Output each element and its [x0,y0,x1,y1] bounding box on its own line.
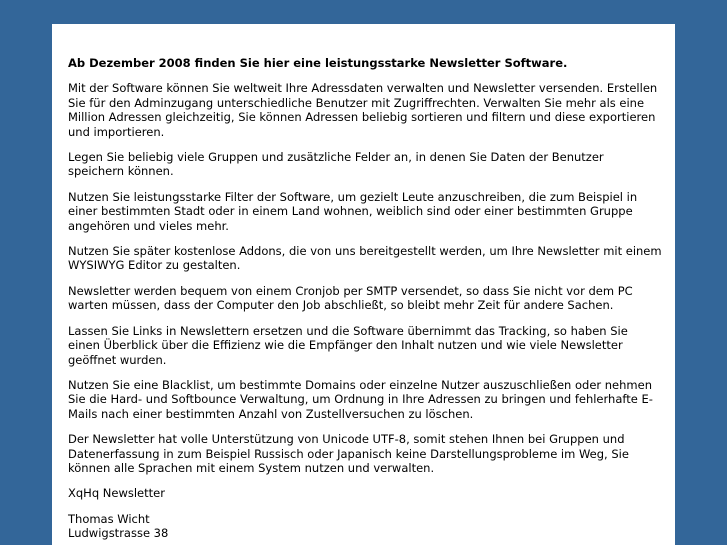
page-headline: Ab Dezember 2008 finden Sie hier eine leistungsstarke Newsletter Software. [68,56,568,70]
paragraph-addons: Nutzen Sie später kostenlose Addons, die von uns bereitgestellt werden, um Ihre Newsletter mit einem WYSIWYG Editor zu gestalten. [68,244,662,273]
paragraph-groups: Legen Sie beliebig viele Gruppen und zusätzliche Felder an, in denen Sie Daten der Benutzer speichern können. [68,150,604,179]
paragraph-cronjob: Newsletter werden bequem von einem Cronjob per SMTP versendet, so dass Sie nicht vor dem PC warten müssen, dass der Computer den Job abschließt, so bleibt mehr Zeit für andere Sachen. [68,283,633,313]
article [68,56,662,541]
signature-name: Thomas Wicht [68,511,150,526]
paragraph-blacklist: Nutzen Sie eine Blacklist, um bestimmte Domains oder einzelne Nutzer auszuschließen oder nehmen Sie die Hard- und Softbounce Verwaltung, um Ordnung in Ihre Adressen zu bringen und fehlerhafte E-Mails nach einer bestimmten Anzahl von Zustellversuchen zu löschen. [68,377,653,421]
product-name: XqHq Newsletter [68,486,165,501]
paragraph-unicode: Der Newsletter hat volle Unterstützung von Unicode UTF-8, somit stehen Ihnen bei Gruppen und Datenerfassung in zum Beispiel Russisch oder Japanisch keine Darstellungsprobleme im Weg, Sie können alle Sprachen mit einem System nutzen und verwalten. [68,432,629,475]
content-panel [52,24,675,545]
paragraph-tracking: Lassen Sie Links in Newslettern ersetzen und die Software übernimmt das Tracking, so haben Sie einen Überblick über die Effizienz wie die Empfänger den Inhalt nutzen und wie viele Newsletter geöffnet wurden. [68,323,628,367]
paragraph-filters: Nutzen Sie leistungsstarke Filter der Software, um gezielt Leute anzuschreiben, die zum Beispiel in einer bestimmten Stadt oder in einem Land wohnen, weiblich sind oder einer bestimmten Gruppe angehören und vieles mehr. [68,189,638,233]
paragraph-intro: Mit der Software können Sie weltweit Ihre Adressdaten verwalten und Newsletter versenden. Erstellen Sie für den Adminzugang unterschiedliche Benutzer mit Zugriffrechten. Verwalten Sie mehr als eine Million Adressen gleichzeitig, Sie können Adressen beliebig sortieren und filtern und diese exportieren und importieren. [68,81,658,139]
signature-street: Ludwigstrasse 38 [68,526,169,541]
